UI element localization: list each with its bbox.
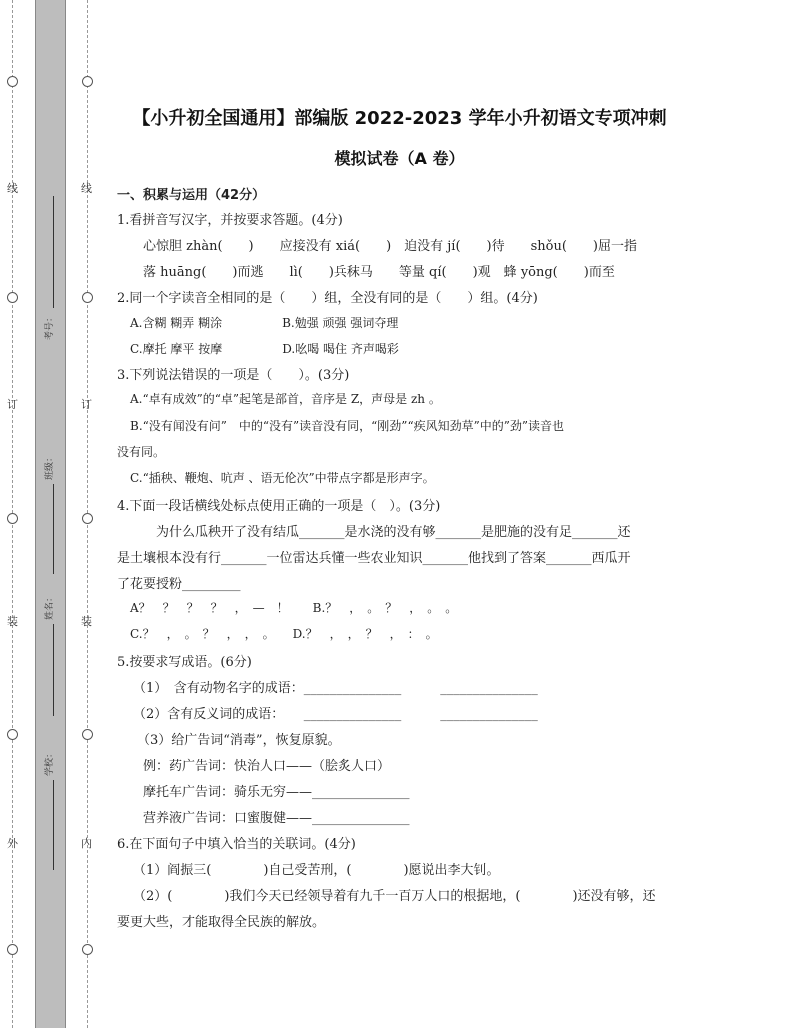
binding-hole-icon [82, 513, 93, 524]
outer-label-ding: 订 [7, 398, 18, 411]
question-3-option-c: C.“插秧、鞭炮、吭声 、语无伦次”中带点字都是形声字。 [130, 471, 435, 485]
exam-number-line [53, 196, 54, 308]
question-6: 6.在下面句子中填入恰当的关联词。(4分) [117, 837, 356, 852]
question-6-part-2: （2）( )我们今天已经领导着有九千一百万人口的根据地，( )还没有够，还 [133, 889, 656, 904]
question-5-part-1: （1） 含有动物名字的成语：_______________ _______________ [133, 681, 538, 696]
question-2: 2.同一个字读音全相同的是（ ）组，全没有同的是（ ）组。(4分) [117, 291, 538, 306]
question-5-example: 例：药广告词：快治人口——（脍炙人口） [143, 759, 391, 774]
binding-hole-icon [7, 513, 18, 524]
question-5-ad-2: 营养液广告词：口蜜腹健——_______________ [143, 811, 410, 826]
page-title: 【小升初全国通用】部编版 2022-2023 学年小升初语文专项冲刺 [132, 108, 667, 129]
question-5-part-2: （2）含有反义词的成语： _______________ _______________ [133, 707, 538, 722]
question-1-row-2: 落 huāng( )而逃 lì( )兵秣马 等量 qí( )观 蜂 yōng( )而至 [143, 265, 615, 280]
question-4-passage-3: 了花要授粉_________ [117, 577, 241, 592]
inner-label-zhuang: 装 [81, 615, 92, 628]
name-label: 姓名： [45, 592, 55, 620]
inner-label-ding: 订 [81, 398, 92, 411]
section-heading: 一、积累与运用（42分） [117, 188, 266, 203]
binding-strip [35, 0, 66, 1028]
binding-hole-icon [7, 76, 18, 87]
inner-label-xian: 线 [81, 182, 92, 195]
question-4-options-2: C.？ ， 。 ？ ， ， 。 D.？ ， ， ？ ， ： 。 [130, 627, 438, 641]
inner-label-nei: 内 [81, 837, 92, 850]
binding-hole-icon [82, 729, 93, 740]
class-label: 班级： [45, 452, 55, 480]
class-line [53, 484, 54, 574]
outer-label-wai: 外 [7, 837, 18, 850]
binding-hole-icon [7, 944, 18, 955]
binding-hole-icon [82, 944, 93, 955]
question-3-option-b: B.“没有闻没有问” 中的“没有”读音没有同，“刚劲”“疾风知劲草”中的”劲”读音也 [130, 419, 564, 433]
question-2-options-1: A.含糊 糊弄 糊涂 B.勉强 顽强 强词夺理 [130, 316, 399, 330]
question-1-row-1: 心惊胆 zhàn( ) 应接没有 xiá( ) 迫没有 jí( )待 shǒu( )屈一指 [143, 239, 637, 254]
question-3: 3.下列说法错误的一项是（ ）。(3分) [117, 368, 350, 383]
question-4-options-1: A？ ？ ？ ？ ， — ！ B.？ ， 。 ？ ， 。 。 [130, 601, 458, 615]
binding-hole-icon [82, 292, 93, 303]
page-subtitle: 模拟试卷（A 卷） [334, 149, 465, 168]
question-4-passage-1: 为什么瓜秧开了没有结瓜_______是水浇的没有够_______是肥施的没有足_______还 [156, 525, 631, 540]
outer-label-zhuang: 装 [7, 615, 18, 628]
binding-hole-icon [7, 729, 18, 740]
school-label: 学校： [45, 748, 55, 776]
question-5: 5.按要求写成语。(6分) [117, 655, 252, 670]
question-4-passage-2: 是土壤根本没有行_______一位雷达兵懂一些农业知识_______他找到了答案_______西瓜开 [117, 551, 631, 566]
binding-hole-icon [7, 292, 18, 303]
question-5-ad-1: 摩托车广告词：骑乐无穷——_______________ [143, 785, 410, 800]
outer-label-xian: 线 [7, 182, 18, 195]
question-6-part-2-cont: 要更大些，才能取得全民族的解放。 [117, 915, 326, 930]
exam-number-label: 考号： [45, 312, 55, 340]
question-4: 4.下面一段话横线处标点使用正确的一项是（ ）。(3分) [117, 499, 441, 514]
question-5-part-3: （3）给广告词“消毒”，恢复原貌。 [137, 733, 341, 748]
question-3-option-a: A.“卓有成效”的“卓”起笔是部首，音序是 Z，声母是 zh 。 [130, 392, 441, 406]
question-1: 1.看拼音写汉字，并按要求答题。(4分) [117, 213, 343, 228]
school-line [53, 780, 54, 870]
name-line [53, 624, 54, 716]
question-3-option-b-cont: 没有同。 [117, 445, 166, 459]
binding-hole-icon [82, 76, 93, 87]
question-2-options-2: C.摩托 摩平 按摩 D.吆喝 喝住 齐声喝彩 [130, 342, 399, 356]
question-6-part-1: （1）阎振三( )自己受苦刑，( )愿说出李大钊。 [133, 863, 500, 878]
